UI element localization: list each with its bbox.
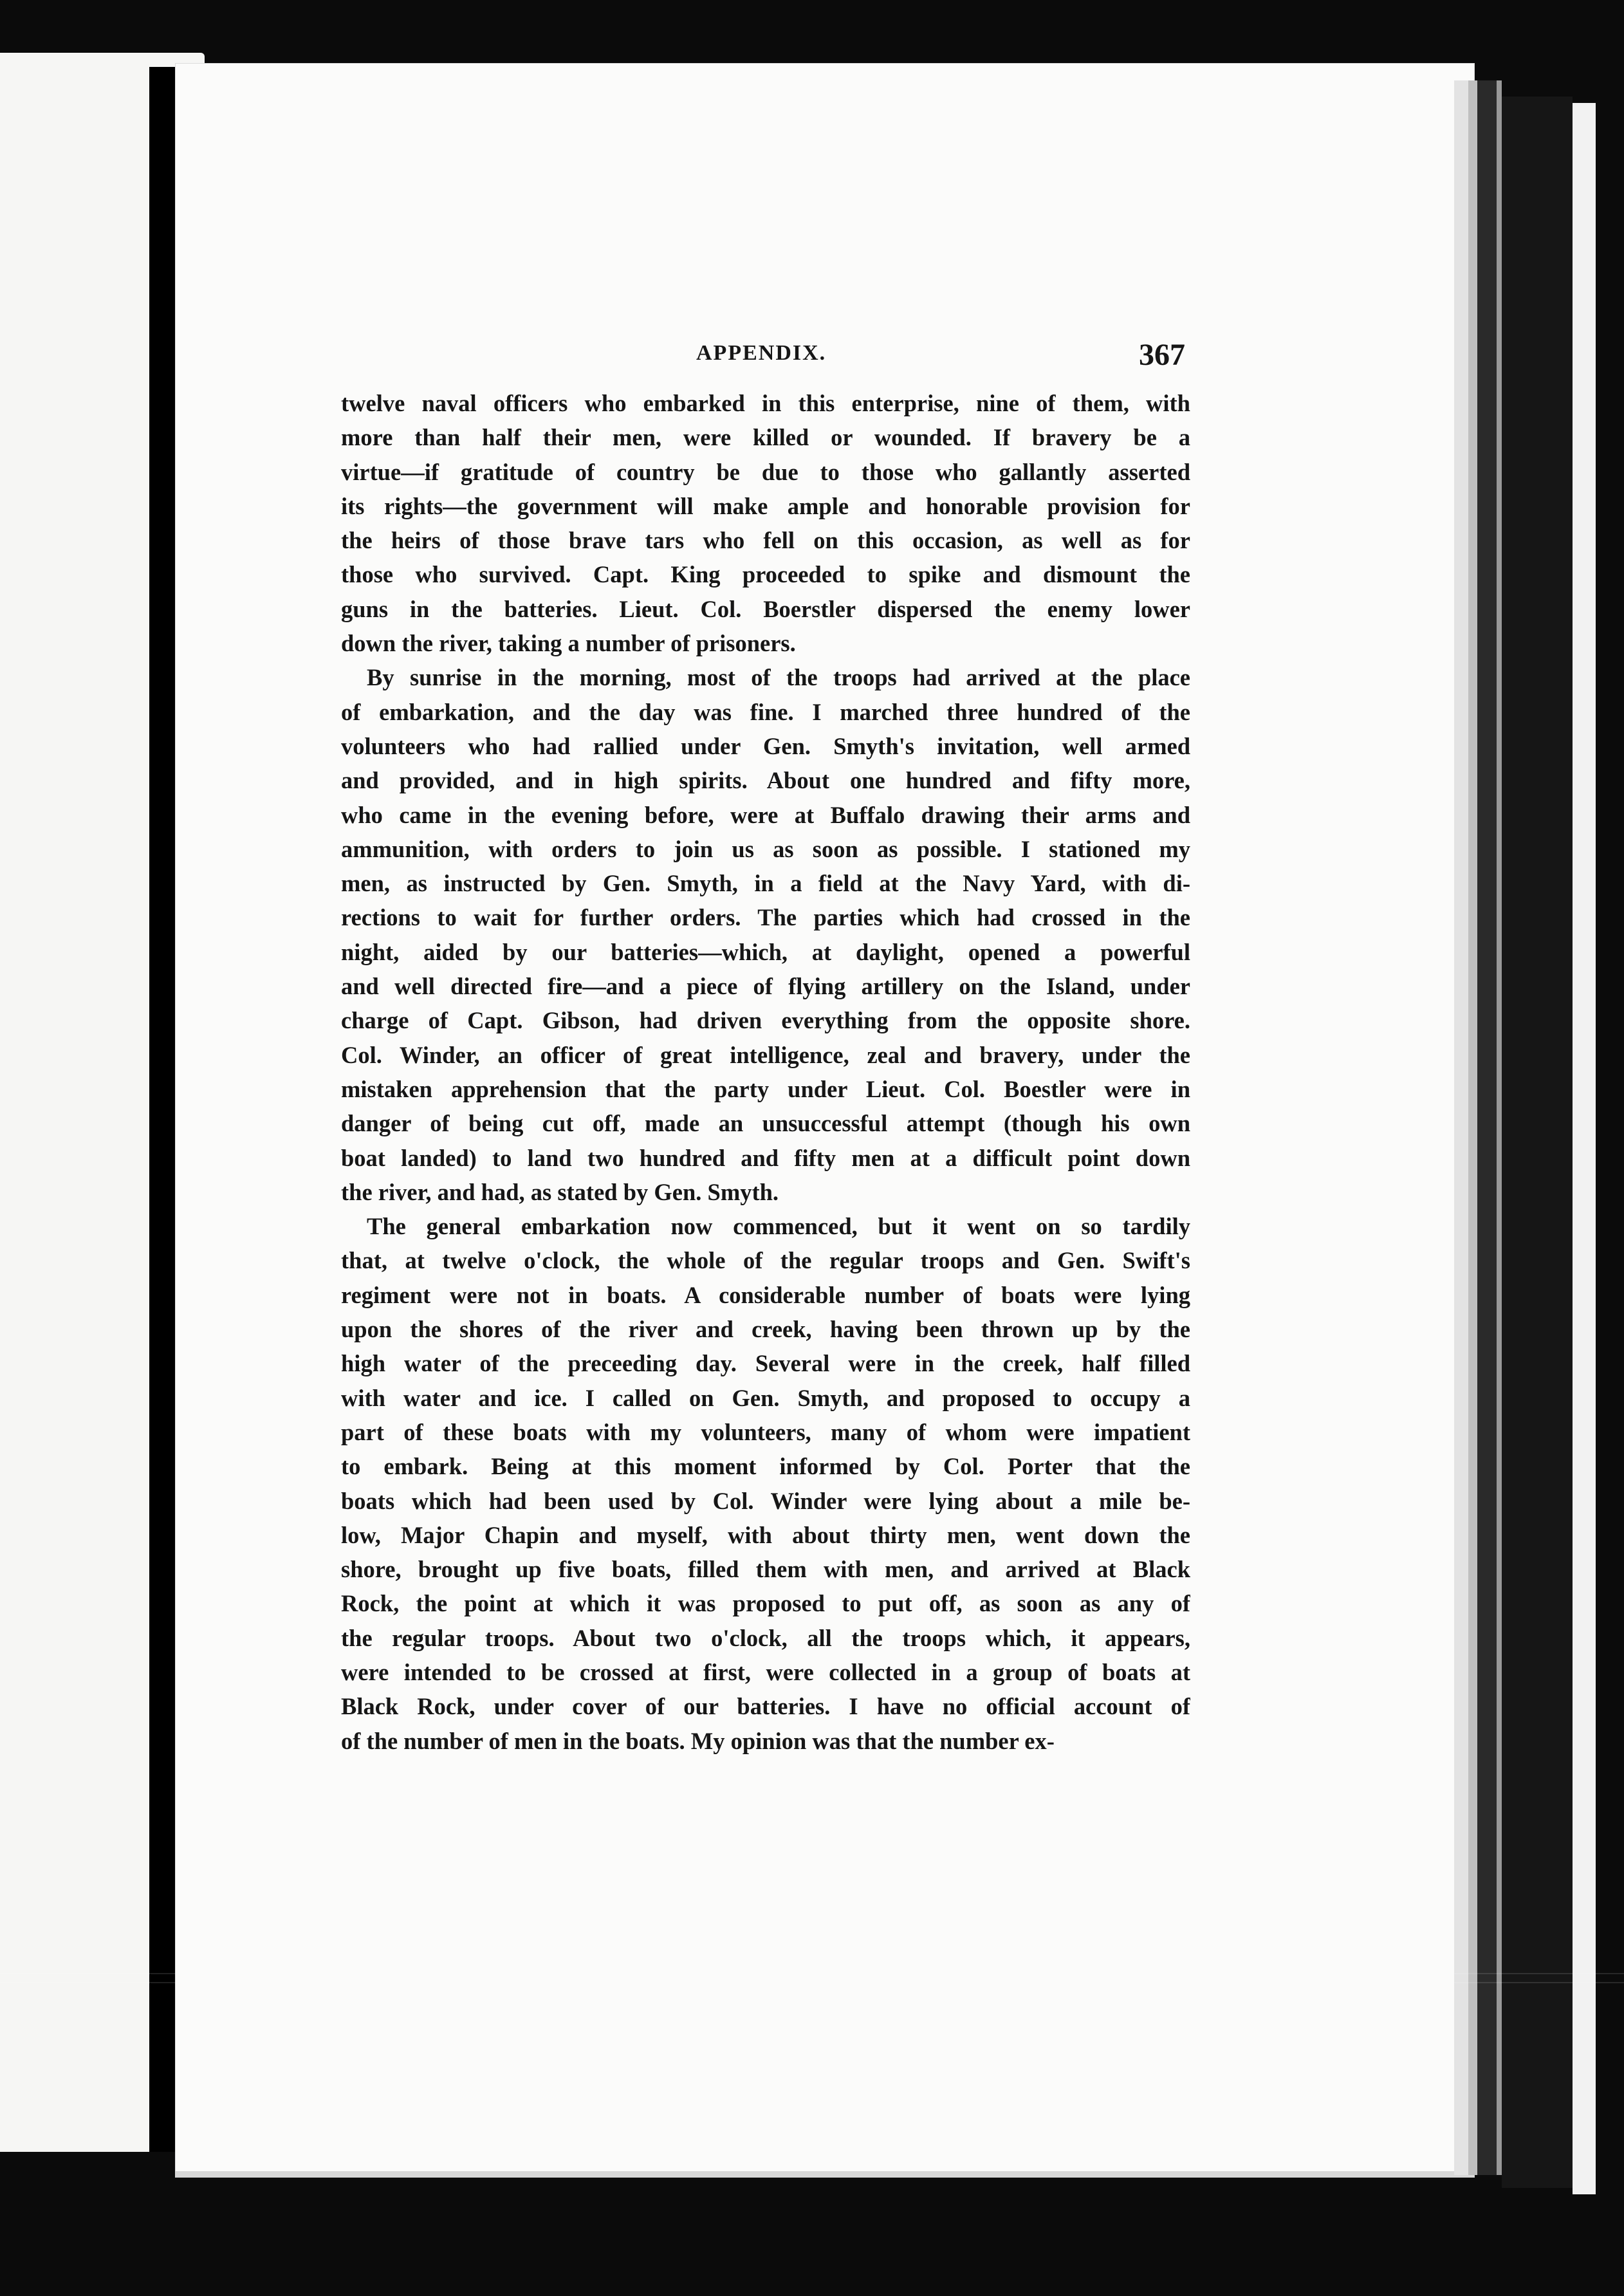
book-spine [1502, 97, 1573, 2188]
page-edge [1497, 80, 1502, 2175]
scan-artifact-line [0, 1982, 1624, 1983]
text-line: twelve naval officers who embarked in this enterprise, nine of them, with [341, 390, 1190, 416]
text-line: those who survived. Capt. King proceeded to spike and dismount the [341, 561, 1190, 588]
text-line: down the river, taking a number of prisoners. [341, 630, 796, 657]
text-line: low, Major Chapin and myself, with about thirty men, went down the [341, 1521, 1190, 1548]
text-line: mistaken apprehension that the party under Lieut. Col. Boestler were in [341, 1075, 1190, 1102]
book-edge-light [1573, 103, 1596, 2194]
text-line: high water of the preceeding day. Several were in the creek, half filled [341, 1350, 1190, 1377]
text-line: the heirs of those brave tars who fell on this occasion, as well as for [341, 527, 1190, 554]
text-line: and provided, and in high spirits. About one hundred and fifty more, [341, 767, 1190, 794]
text-line: ammunition, with orders to join us as soon as possible. I stationed my [341, 835, 1190, 862]
text-line: who came in the evening before, were at Buffalo drawing their arms and [341, 801, 1190, 828]
text-line: the river, and had, as stated by Gen. Smyth. [341, 1178, 779, 1205]
text-line: to embark. Being at this moment informed by Col. Porter that the [341, 1453, 1190, 1480]
text-line: part of these boats with my volunteers, many of whom were impatient [341, 1418, 1190, 1445]
text-line: upon the shores of the river and creek, having been thrown up by the [341, 1316, 1190, 1343]
page-edge [1477, 80, 1497, 2175]
running-head: APPENDIX. [696, 341, 827, 365]
text-line: danger of being cut off, made an unsuccessful attempt (though his own [341, 1110, 1190, 1137]
text-line: Rock, the point at which it was proposed to put off, as soon as any of [341, 1590, 1190, 1617]
text-line: of the number of men in the boats. My opinion was that the number ex- [341, 1727, 1055, 1754]
scan-artifact-line [0, 1973, 1624, 1974]
text-line: Black Rock, under cover of our batteries. I have no official account of [341, 1693, 1190, 1720]
text-line: the regular troops. About two o'clock, all the troops which, it appears, [341, 1624, 1190, 1651]
text-line: charge of Capt. Gibson, had driven everything from the opposite shore. [341, 1007, 1190, 1034]
text-line: of embarkation, and the day was fine. I marched three hundred of the [341, 698, 1190, 725]
text-line: more than half their men, were killed or wounded. If bravery be a [341, 424, 1190, 451]
text-line: night, aided by our batteries—which, at daylight, opened a powerful [341, 938, 1190, 965]
text-line: that, at twelve o'clock, the whole of the regular troops and Gen. Swift's [341, 1247, 1190, 1274]
text-line: The general embarkation now commenced, but it went on so tardily [367, 1213, 1190, 1240]
text-line: rections to wait for further orders. The parties which had crossed in the [341, 904, 1190, 931]
text-line: regiment were not in boats. A considerable number of boats were lying [341, 1281, 1190, 1308]
page-bottom-edge [175, 2171, 1475, 2178]
page-edge [1454, 80, 1468, 2175]
text-line: volunteers who had rallied under Gen. Smyth's invitation, well armed [341, 732, 1190, 759]
text-line: guns in the batteries. Lieut. Col. Boerstler dispersed the enemy lower [341, 595, 1190, 622]
page-header [696, 338, 1190, 376]
text-line: were intended to be crossed at first, were collected in a group of boats at [341, 1658, 1190, 1685]
text-line: virtue—if gratitude of country be due to those who gallantly asserted [341, 458, 1190, 485]
body-text [341, 386, 1190, 1758]
text-line: men, as instructed by Gen. Smyth, in a field at the Navy Yard, with di- [341, 870, 1190, 897]
text-line: shore, brought up five boats, filled them with men, and arrived at Black [341, 1556, 1190, 1583]
text-line: Col. Winder, an officer of great intelligence, zeal and bravery, under the [341, 1041, 1190, 1068]
page-number: 367 [1139, 338, 1185, 372]
text-line: boat landed) to land two hundred and fifty men at a difficult point down [341, 1144, 1190, 1171]
text-line: its rights—the government will make ample and honorable provision for [341, 492, 1190, 519]
text-line: with water and ice. I called on Gen. Smyth, and proposed to occupy a [341, 1384, 1190, 1411]
text-line: By sunrise in the morning, most of the troops had arrived at the place [367, 664, 1190, 691]
page-edge [1468, 80, 1477, 2175]
text-line: and well directed fire—and a piece of flying artillery on the Island, under [341, 973, 1190, 1000]
text-line: boats which had been used by Col. Winder were lying about a mile be- [341, 1487, 1190, 1514]
